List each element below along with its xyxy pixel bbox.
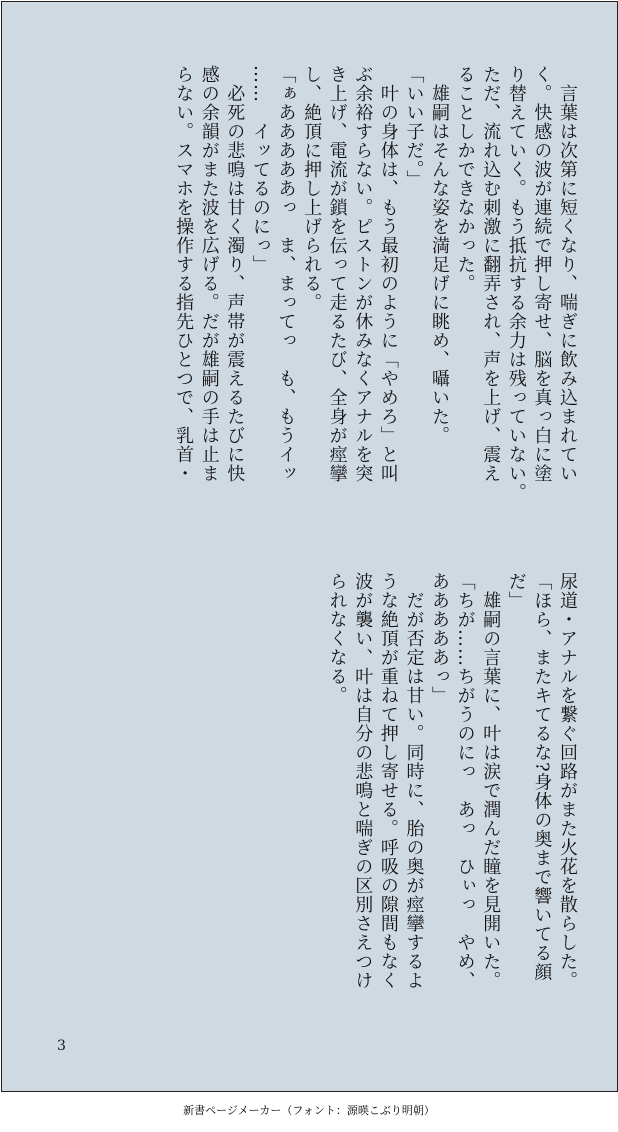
text-column: 感の余韻がまた波を広げる。だが雄嗣の手は止ま (198, 65, 220, 483)
text-column: り替えていく。もう抵抗する余力は残っていない。 (505, 65, 527, 502)
text-column: 雄嗣はそんな姿を満足げに眺め、囁いた。 (429, 65, 451, 445)
text-column: 必死の悲鳴は甘く濁り、声帯が震えるたびに快 (224, 65, 246, 483)
text-column: られなくなる。 (326, 572, 348, 705)
text-column: 「いい子だ。」 (403, 65, 425, 189)
book-page (1, 1, 618, 1092)
text-column: あああああっ」 (429, 572, 451, 705)
text-column: だが否定は甘い。同時に、胎の奥が痙攣するよ (403, 572, 425, 990)
page-number: 3 (57, 1038, 66, 1054)
text-column: らない。スマホを操作する指先ひとつで、乳首・ (173, 65, 195, 483)
text-column: うな絶頂が重ねて押し寄せる。呼吸の隙間もなく (377, 572, 399, 990)
text-column: 「ちが……ちがうのにっ あっ ひぃっ やめ、 (454, 572, 476, 990)
generator-caption: 新書ページメーカー（フォント：源暎こぶり明朝） (183, 1104, 435, 1117)
text-column: 「ほら、またキてるな?身体の奥まで響いてる顔 (531, 572, 553, 982)
text-column: 「ぁあああああっ ま、まってっ も、もうイッ (275, 65, 297, 483)
text-column: 波が襲い、叶は自分の悲鳴と喘ぎの区別さえつけ (352, 572, 374, 990)
text-column: く。快感の波が連続で押し寄せ、脳を真っ白に塗 (531, 65, 553, 483)
text-column: だ」 (505, 572, 527, 610)
text-column: ただ、流れ込む刺激に翻弄され、声を上げ、震え (480, 65, 502, 483)
text-column: ぶ余裕すらない。ピストンが休みなくアナルを突 (352, 65, 374, 483)
text-column: 尿道・アナルを繋ぐ回路がまた火花を散らした。 (557, 572, 578, 990)
lower-text-block (244, 572, 580, 1047)
upper-text-block (80, 65, 580, 540)
text-column: ることしかできなかった。 (454, 65, 476, 293)
text-column: 言葉は次第に短くなり、喘ぎに飲み込まれてい (557, 65, 578, 483)
text-column: 雄嗣の言葉に、叶は涙で潤んだ瞳を見開いた。 (480, 572, 502, 990)
text-column: …… イッてるのにっ」 (249, 65, 271, 274)
text-column: 叶の身体は、もう最初のように「やめろ」と叫 (377, 65, 399, 483)
text-column: き上げ、電流が鎖を伝って走るたび、全身が痙攣 (326, 65, 348, 483)
text-column: し、絶頂に押し上げられる。 (301, 65, 323, 312)
